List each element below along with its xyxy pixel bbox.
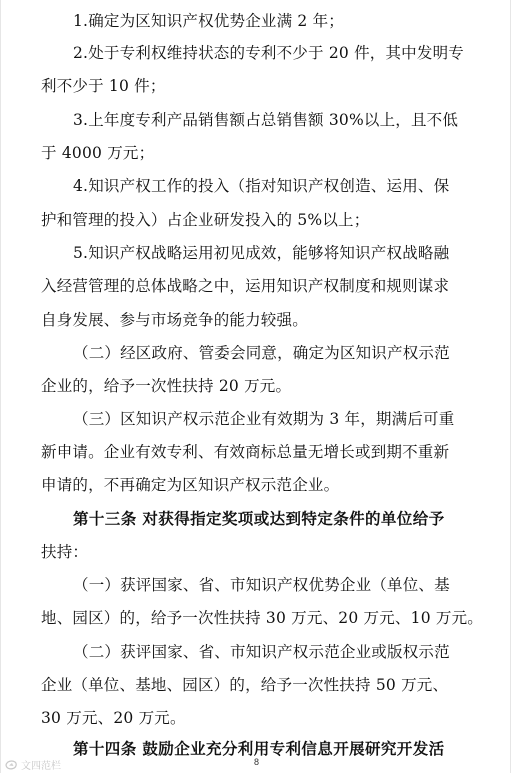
text-line: 1.确定为区知识产权优势企业满 2 年； [73, 12, 345, 30]
text-line: 护和管理的投入）占企业研发投入的 5%以上； [41, 211, 370, 229]
article-heading: 第十四条 鼓励企业充分利用专利信息开展研究开发活 [73, 739, 445, 758]
text-line: （一）获评国家、省、市知识产权优势企业（单位、基 [73, 576, 450, 594]
text-line: 新申请。企业有效专利、有效商标总量无增长或到期不重新 [41, 443, 450, 461]
text-line: 扶持： [41, 543, 89, 561]
text-line: 30 万元、20 万元。 [41, 709, 186, 727]
text-line: 4.知识产权工作的投入（指对知识产权创造、运用、保 [73, 177, 450, 195]
text-line: 5.知识产权战略运用初见成效，能够将知识产权战略融 [73, 244, 450, 262]
text-line: 地、园区）的，给予一次性扶持 30 万元、20 万元、10 万元。 [41, 609, 483, 627]
text-line: （三）区知识产权示范企业有效期为 3 年，期满后可重 [73, 410, 455, 428]
page-number: 8 [253, 757, 259, 767]
watermark-text: 文四范栏 [21, 760, 61, 772]
text-line: 3.上年度专利产品销售额占总销售额 30%以上，且不低 [73, 111, 459, 129]
text-line: 于 4000 万元； [41, 144, 155, 162]
article-heading: 第十三条 对获得指定奖项或达到特定条件的单位给予 [73, 509, 445, 528]
watermark-logo-icon [5, 759, 18, 770]
watermark [5, 757, 61, 771]
text-line: 企业的，给予一次性扶持 20 万元。 [41, 377, 292, 395]
text-line: 2.处于专利权维持状态的专利不少于 20 件，其中发明专 [73, 44, 464, 62]
text-line: 利不少于 10 件； [41, 77, 166, 95]
text-line: （二）获评国家、省、市知识产权示范企业或版权示范 [73, 643, 450, 661]
text-line: （二）经区政府、管委会同意，确定为区知识产权示范 [73, 344, 450, 362]
text-line: 申请的，不再确定为区知识产权示范企业。 [41, 476, 340, 494]
text-line: 入经营管理的总体战略之中，运用知识产权制度和规则谋求 [41, 277, 450, 295]
text-line: 自身发展、参与市场竞争的能力较强。 [41, 311, 308, 329]
text-line: 企业（单位、基地、园区）的，给予一次性扶持 50 万元、 [41, 676, 449, 694]
